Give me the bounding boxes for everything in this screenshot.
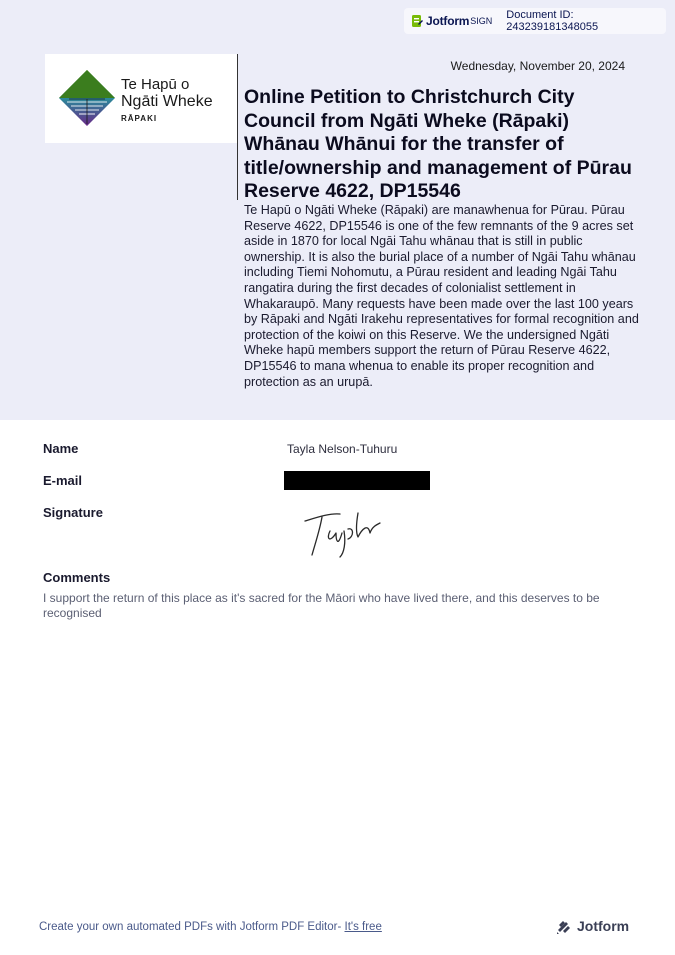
jotform-icon [412, 15, 423, 28]
petition-description: Te Hapū o Ngāti Wheke (Rāpaki) are manawhenua for Pūrau. Pūrau Reserve 4622, DP15546 is one of the few remnants of the 9 acres set aside in 1870 for local Ngāi Tahu whānau that is still in public ownership. It is also the burial place of a number of Ngāi Tahu whānau including Tiemi Nohomutu, a Pūrau resident and leading Ngāi Tahu rangatira during the first decades of colonialist settlement in Whakaraupō. Many requests have been made over the last 100 years by Rāpaki and Ngāti Irakehu representatives for formal recognition and protection of the koiwi on this Reserve. We the undersigned Ngāti Wheke hapū members support the return of Pūrau Reserve 4622, DP15546 to mana whenua to enable its proper recognition and protection as an urupā. [244, 203, 639, 389]
ngati-wheke-logo-icon [57, 68, 117, 128]
footer-text [39, 921, 382, 933]
comments-value: I support the return of this place as it's sacred for the Māori who have lived there, and this deserves to be recognised [43, 591, 600, 620]
logo-line-3: RĀPAKI [121, 114, 158, 123]
footer-promo: Create your own automated PDFs with Jotform PDF Editor- [39, 921, 345, 933]
logo-line-1: Te Hapū o [121, 76, 190, 93]
jotform-sign-badge [404, 8, 666, 34]
footer-free-link[interactable]: It's free [344, 921, 382, 933]
email-label: E-mail [43, 473, 83, 488]
petition-title: Online Petition to Christchurch City Council from Ngāti Wheke (Rāpaki) Whānau Whānui for the transfer of title/ownership and management of Pūrau Reserve 4622, DP15546 [244, 86, 632, 202]
jotform-logo-icon [557, 919, 571, 934]
name-value: Tayla Nelson-Tuhuru [287, 442, 398, 456]
name-label: Name [43, 441, 79, 456]
document-date: Wednesday, November 20, 2024 [450, 59, 625, 73]
signature-image [300, 503, 390, 559]
jotform-sign-text: SIGN [470, 16, 493, 26]
footer-brand: Jotform [577, 918, 630, 934]
email-redacted [284, 471, 430, 490]
document-id: Document ID: 243239181348055 [506, 9, 599, 33]
logo-divider [237, 54, 238, 200]
jotform-brand-text: Jotform [426, 14, 470, 28]
organisation-logo [45, 54, 237, 143]
footer-jotform-logo[interactable] [557, 918, 629, 934]
signature-label: Signature [43, 505, 103, 520]
comments-label: Comments [43, 570, 111, 585]
logo-line-2: Ngāti Wheke [121, 93, 213, 110]
